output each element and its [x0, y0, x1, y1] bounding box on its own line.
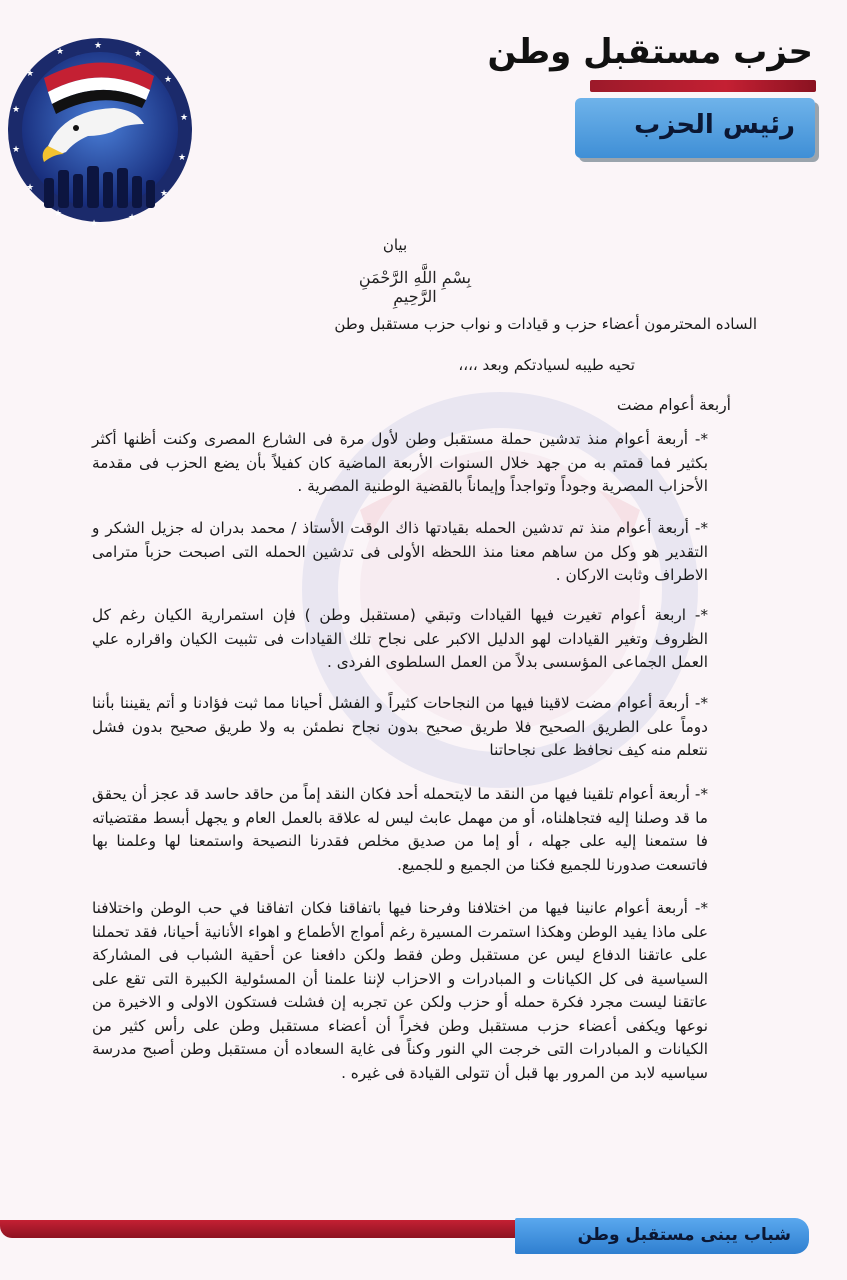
svg-text:★: ★ [128, 213, 137, 223]
svg-text:★: ★ [54, 209, 63, 219]
paragraph-5: *- أربعة أعوام تلقينا فيها من النقد ما لايتحمله أحد فكان النقد إماً من حاقد حاسد قد عجز أن يحقق ما قد وصلنا إليه فتجاهلناه، أو من مهمل عابث ليس له علاقة بالعمل العام و يجهل أبسط مقتضياته فا ستمعنا إليه على جهله ، أو إما من صديق مخلص فقدرنا النصيحة واستمعنا لها وعلمنا بها فاتسعت صدورنا للجميع فكنا من الجميع و للجميع. [92, 785, 708, 874]
section-title-box [575, 98, 815, 158]
party-name-title: حزب مستقبل وطن [487, 32, 813, 72]
svg-text:★: ★ [134, 49, 143, 59]
svg-text:★: ★ [26, 69, 35, 79]
statement-heading: بيان [382, 236, 408, 254]
svg-text:★: ★ [94, 41, 103, 51]
paragraph-3: *- اربعة أعوام تغيرت فيها القيادات وتبقي (مستقبل وطن ) فإن استمرارية الكيان رغم كل الظروف وتغير القيادات لهو الدليل الاكبر على نجاح تلك القيادات فى تثبيت الكيان واقراره علي العمل الجماعى المؤسسى بدلاً من العمل السلطوى الفردى . [92, 606, 708, 671]
svg-text:★: ★ [164, 75, 173, 85]
section-title: رئيس الحزب [634, 110, 795, 140]
subtitle-line: أربعة أعوام مضت [616, 396, 731, 414]
footer-slogan-box [515, 1218, 809, 1254]
party-logo-eagle-icon [4, 28, 194, 228]
footer-red-bar [0, 1220, 520, 1238]
svg-text:★: ★ [26, 183, 35, 193]
svg-text:★: ★ [90, 219, 99, 228]
header-red-bar [590, 80, 816, 92]
svg-text:★: ★ [180, 113, 189, 123]
svg-text:★: ★ [178, 153, 187, 163]
svg-text:★: ★ [12, 145, 21, 155]
salutation-line: الساده المحترمون أعضاء حزب و قيادات و نواب حزب مستقبل وطن [334, 315, 757, 333]
footer-slogan: شباب يبنى مستقبل وطن [577, 1225, 791, 1245]
paragraph-2: *- أربعة أعوام منذ تم تدشين الحمله بقيادتها ذاك الوقت الأستاذ / محمد بدران له جزيل الشكر و التقدير هو وكل من ساهم معنا منذ اللحظه الأولى فى تدشين الحمله التى اصبحت حزباً مترامى الاطراف وثابت الاركان . [92, 519, 708, 584]
svg-text:★: ★ [160, 189, 169, 199]
basmala: بِسْمِ اللَّهِ الرَّحْمَنِ الرَّحِيمِ [358, 268, 472, 306]
paragraph-1: *- أربعة أعوام منذ تدشين حملة مستقبل وطن لأول مرة فى الشارع المصرى وكنت أظنها أكثر بكثير فما قمتم به من جهد خلال السنوات الأربعة الماضية كان كفيلاً بأن يضع الحزب فى مقدمة الأحزاب المصرية وجوداً وتواجداً وإيماناً بالقضية الوطنية المصرية . [92, 430, 708, 495]
svg-text:★: ★ [12, 105, 21, 115]
paragraph-6: *- أربعة أعوام عانينا فيها من اختلافنا وفرحنا فيها باتفاقنا فكان اتفاقنا في حب الوطن واختلافنا على ماذا يفيد الوطن وهكذا استمرت المسيرة رغم أمواج الأطماع و اهواء الأنانية أحيانا، فقد تحملنا على عاتقنا الدفاع ليس عن مستقبل وطن فقط ولكن دافعنا عن أحقية الشباب فى المشاركة السياسية فى كل الكيانات و المبادرات و الاحزاب لإننا علمنا أن المسئولية الكبيرة التى تقع على عاتقنا ليست مجرد فكرة حمله أو حزب ولكن عن تجربه إن فشلت فستكون الاولى و الاخيرة من نوعها ويكفى أعضاء حزب مستقبل وطن فخراً أن أعضاء مستقبل وطن على رأس كثير من الكيانات و المبادرات التى خرجت الي النور وكناً فى غاية السعاده أن مستقبل وطن أصبح مدرسة سياسيه لابد من المرور بها قبل أن تتولى القيادة فى غيره . [92, 899, 708, 1082]
paragraph-4: *- أربعة أعوام مضت لاقينا فيها من النجاحات كثيراً و الفشل أحيانا مما ثبت فؤادنا و أتم يقيننا بأننا دوماً على الطريق الصحيح فلا طريق صحيح بدون نجاح نطمئن به ولا طريق صحيح بدون فشل نتعلم منه كيف نحافظ على نجاحاتنا [92, 694, 708, 759]
svg-text:★: ★ [56, 47, 65, 57]
greeting-line: تحيه طيبه لسيادتكم وبعد ،،،، [458, 356, 635, 374]
